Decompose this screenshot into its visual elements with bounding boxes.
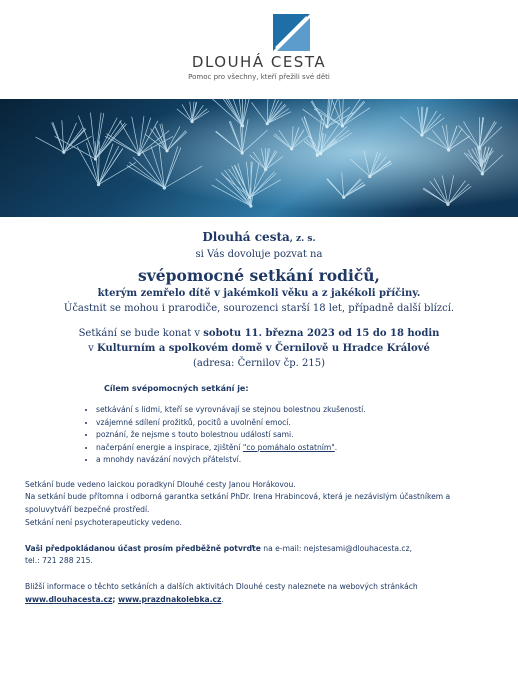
rsvp-info: Vaši předpokládanou účast prosím předběžně potvrďte na e-mail: nejstesami@dlouhacesta.cz, tel.: 721 288 215.	[25, 543, 412, 566]
dandelion-banner-image	[0, 99, 518, 217]
list-item: • poznání, že nejsme s touto bolestnou událostí sami.	[96, 429, 518, 442]
participants-note: Účastnit se mohou i prarodiče, sourozenci starší 18 let, případně další blízcí.	[63, 303, 455, 314]
lead-info: Setkání bude vedeno laickou poradkyní Dlouhé cesty Janou Horákovou. Na setkání bude přítomna i odborná garantka setkání PhDr. Irena Hrabincová, která je nezávislým účastníkem a spoluvytváří bezpečné prostředí. Setkání není psychoterapeuticky vedeno.	[25, 479, 451, 527]
invite-line: si Vás dovoluje pozvat na	[195, 249, 323, 260]
event-place: v Kulturním a spolkovém domě v Černilově u Hradce Králové	[88, 343, 430, 354]
list-item: • načerpání energie a inspirace, zjištění "co pomáhalo ostatním".	[96, 442, 518, 455]
headline: svépomocné setkání rodičů,	[138, 266, 380, 285]
dlouhacesta-link[interactable]: www.dlouhacesta.cz	[25, 595, 113, 605]
logo-area	[0, 0, 518, 96]
logo-tagline: Pomoc pro všechny, kteří přežili své děti	[188, 73, 330, 81]
list-item: • vzájemné sdílení prožitků, pocitů a uvolnění emocí.	[96, 417, 518, 430]
subheadline: kterým zemřelo dítě v jakémkoli věku a z jakékoli příčiny.	[97, 288, 421, 299]
list-item: • a mnohdy navázání nových přátelství.	[96, 454, 518, 467]
goals-list	[78, 404, 518, 467]
quoted-link-text: "co pomáhalo ostatním"	[242, 442, 335, 452]
invitation-content	[0, 221, 518, 607]
logo-title: DLOUHÁ CESTA	[191, 53, 327, 71]
prazdnakolebka-link[interactable]: www.prazdnakolebka.cz	[118, 595, 222, 605]
list-item: • setkávání s lidmi, kteří se vyrovnávají se stejnou bolestnou zkušeností.	[96, 404, 518, 417]
event-address: (adresa: Černilov čp. 215)	[193, 358, 325, 369]
event-date: Setkání se bude konat v sobotu 11. března 2023 od 15 do 18 hodin	[78, 328, 440, 339]
org-name: Dlouhá cesta, z. s.	[202, 230, 316, 244]
logo-triangle-icon	[273, 14, 310, 51]
more-info: Bližší informace o těchto setkáních a dalších aktivitách Dlouhé cesty naleznete na webových stránkách www.dlouhacesta.cz; www.prazdnakolebka.cz.	[25, 582, 418, 605]
goals-title: Cílem svépomocných setkání je:	[104, 384, 249, 393]
